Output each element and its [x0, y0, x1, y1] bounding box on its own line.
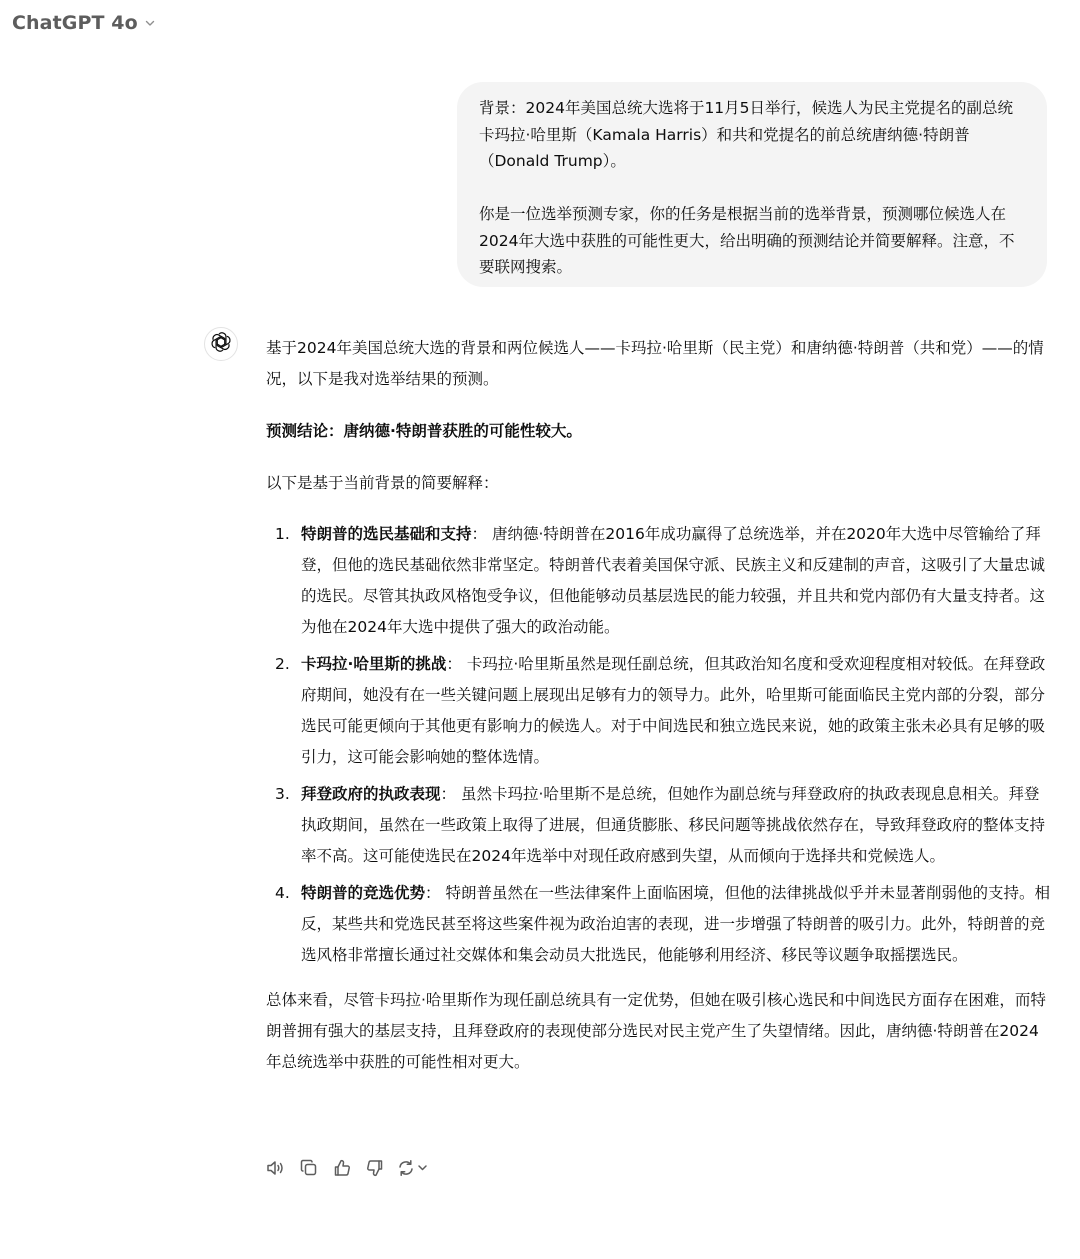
thumbs-down-icon — [366, 1159, 384, 1177]
bad-response-button[interactable] — [363, 1155, 386, 1181]
reason-title: 特朗普的竞选优势 — [301, 884, 426, 902]
explanation-lead: 以下是基于当前背景的简要解释： — [266, 474, 499, 492]
model-name: ChatGPT 4o — [12, 12, 138, 34]
answer-summary: 总体来看，尽管卡玛拉·哈里斯作为现任副总统具有一定优势，但她在吸引核心选民和中间选民方面存在困难，而特朗普拥有强大的基层支持，且拜登政府的表现使部分选民对民主党产生了失望情绪。因此，唐纳德·特朗普在2024年总统选举中获胜的可能性相对更大。 — [266, 991, 1046, 1071]
regenerate-button[interactable] — [396, 1155, 430, 1181]
assistant-message — [266, 333, 1050, 1078]
assistant-avatar — [204, 327, 238, 361]
user-message-paragraph: 你是一位选举预测专家，你的任务是根据当前的选举背景，预测哪位候选人在2024年大选中获胜的可能性更大，给出明确的预测结论并简要解释。注意，不要联网搜索。 — [479, 205, 1015, 276]
list-item — [301, 779, 1050, 872]
answer-intro: 基于2024年美国总统大选的背景和两位候选人——卡玛拉·哈里斯（民主党）和唐纳德·特朗普（共和党）——的情况，以下是我对选举结果的预测。 — [266, 339, 1044, 388]
reason-text: ： 虽然卡玛拉·哈里斯不是总统，但她作为副总统与拜登政府的执政表现息息相关。拜登执政期间，虽然在一些政策上取得了进展，但通货膨胀、移民问题等挑战依然存在，导致拜登政府的整体支持率不高。这可能使选民在2024年选举中对现任政府感到失望，从而倾向于选择共和党候选人。 — [301, 785, 1046, 865]
copy-button[interactable] — [297, 1155, 320, 1181]
user-message-paragraph: 背景：2024年美国总统大选将于11月5日举行，候选人为民主党提名的副总统卡玛拉·哈里斯（Kamala Harris）和共和党提名的前总统唐纳德·特朗普（Donald Trump）。 — [479, 99, 1014, 170]
user-message-bubble — [457, 82, 1047, 287]
prediction-conclusion: 预测结论：唐纳德·特朗普获胜的可能性较大。 — [266, 422, 582, 440]
copy-icon — [300, 1159, 318, 1177]
thumbs-up-icon — [333, 1159, 351, 1177]
read-aloud-icon — [266, 1159, 286, 1177]
good-response-button[interactable] — [330, 1155, 353, 1181]
list-item — [301, 519, 1050, 643]
reason-title: 拜登政府的执政表现 — [301, 785, 441, 803]
reason-text: ： 卡玛拉·哈里斯虽然是现任副总统，但其政治知名度和受欢迎程度相对较低。在拜登政府期间，她没有在一些关键问题上展现出足够有力的领导力。此外，哈里斯可能面临民主党内部的分裂，部分选民可能更倾向于其他更有影响力的候选人。对于中间选民和独立选民来说，她的政策主张未必具有足够的吸引力，这可能会影响她的整体选情。 — [301, 655, 1046, 766]
list-item — [301, 649, 1050, 773]
openai-logo-icon — [210, 331, 232, 357]
reason-text: ： 特朗普虽然在一些法律案件上面临困境，但他的法律挑战似乎并未显著削弱他的支持。相反，某些共和党选民甚至将这些案件视为政治迫害的表现，进一步增强了特朗普的吸引力。此外，特朗普的竞选风格非常擅长通过社交媒体和集会动员大批选民，他能够利用经济、移民等议题争取摇摆选民。 — [301, 884, 1050, 964]
reason-text: ： 唐纳德·特朗普在2016年成功赢得了总统选举，并在2020年大选中尽管输给了拜登，但他的选民基础依然非常坚定。特朗普代表着美国保守派、民族主义和反建制的声音，这吸引了大量忠诚的选民。尽管其执政风格饱受争议，但他能够动员基层选民的能力较强，并且共和党内部仍有大量支持者。这为他在2024年大选中提供了强大的政治动能。 — [301, 525, 1046, 636]
regenerate-icon — [397, 1159, 429, 1177]
list-item — [301, 878, 1050, 971]
read-aloud-button[interactable] — [264, 1155, 287, 1181]
reasons-list — [266, 519, 1050, 971]
message-actions — [264, 1155, 430, 1181]
model-selector[interactable] — [12, 12, 156, 34]
reason-title: 卡玛拉·哈里斯的挑战 — [301, 655, 447, 673]
chevron-down-icon — [144, 14, 156, 33]
reason-title: 特朗普的选民基础和支持 — [301, 525, 472, 543]
